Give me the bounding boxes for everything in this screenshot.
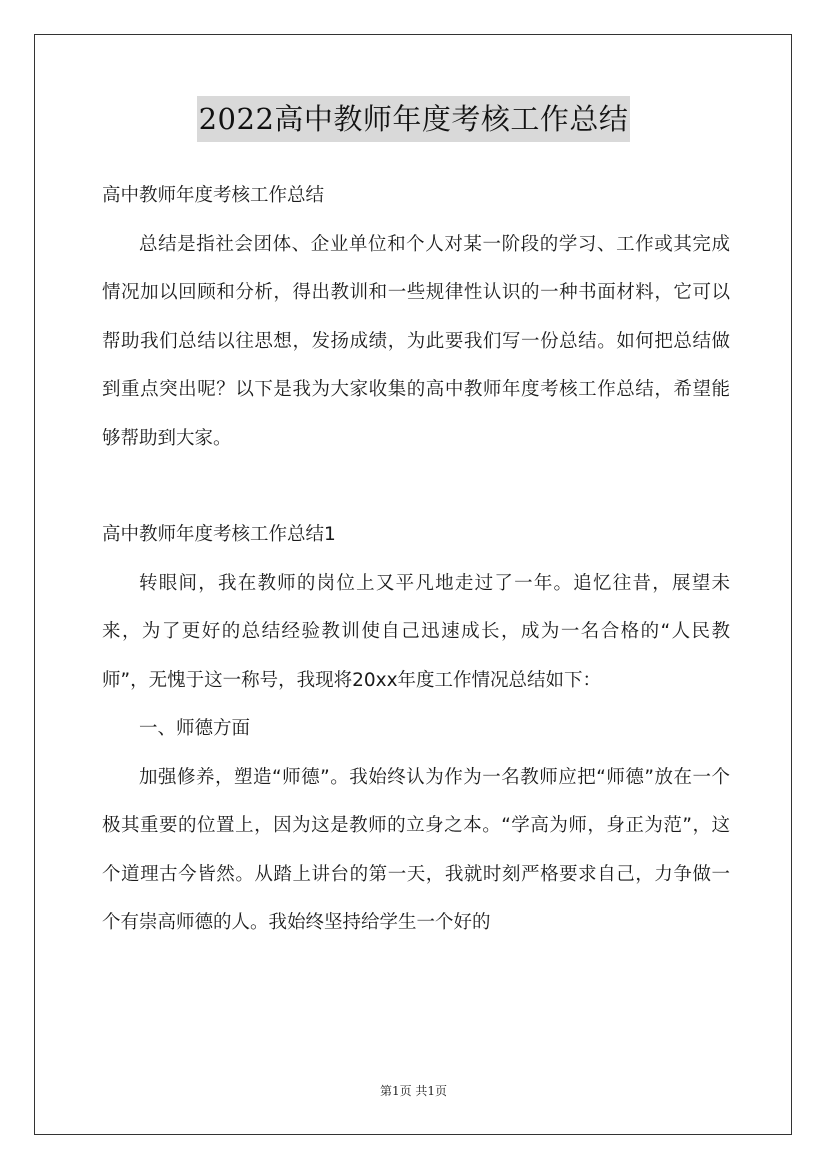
paragraph-1: 转眼间，我在教师的岗位上又平凡地走过了一年。追忆往昔，展望未来，为了更好的总结经验教训使自己迅速成长，成为一名合格的“人民教师”，无愧于这一称号，我现将20xx年度工作情况总结如下： [102,572,730,691]
document-body [102,172,730,948]
document-title-wrap [0,96,827,142]
subheading-ethics: 一、师德方面 [139,718,251,739]
intro-paragraph: 总结是指社会团体、企业单位和个人对某一阶段的学习、工作或其完成情况加以回顾和分析，得出教训和一些规律性认识的一种书面材料，它可以帮助我们总结以往思想，发扬成绩，为此要我们写一份总结。如何把总结做到重点突出呢？以下是我为大家收集的高中教师年度考核工作总结，希望能够帮助到大家。 [102,233,730,449]
page-footer: 第1页 共1页 [379,1084,448,1098]
document-title: 2022高中教师年度考核工作总结 [197,96,631,142]
paragraph-2: 加强修养，塑造“师德”。我始终认为作为一名教师应把“师德”放在一个极其重要的位置上，因为这是教师的立身之本。“学高为师，身正为范”，这个道理古今皆然。从踏上讲台的第一天，我就时刻严格要求自己，力争做一个有崇高师德的人。我始终坚持给学生一个好的 [102,766,730,933]
section-heading: 高中教师年度考核工作总结1 [102,524,336,545]
section-spacer [102,463,730,511]
subtitle: 高中教师年度考核工作总结 [102,185,325,206]
